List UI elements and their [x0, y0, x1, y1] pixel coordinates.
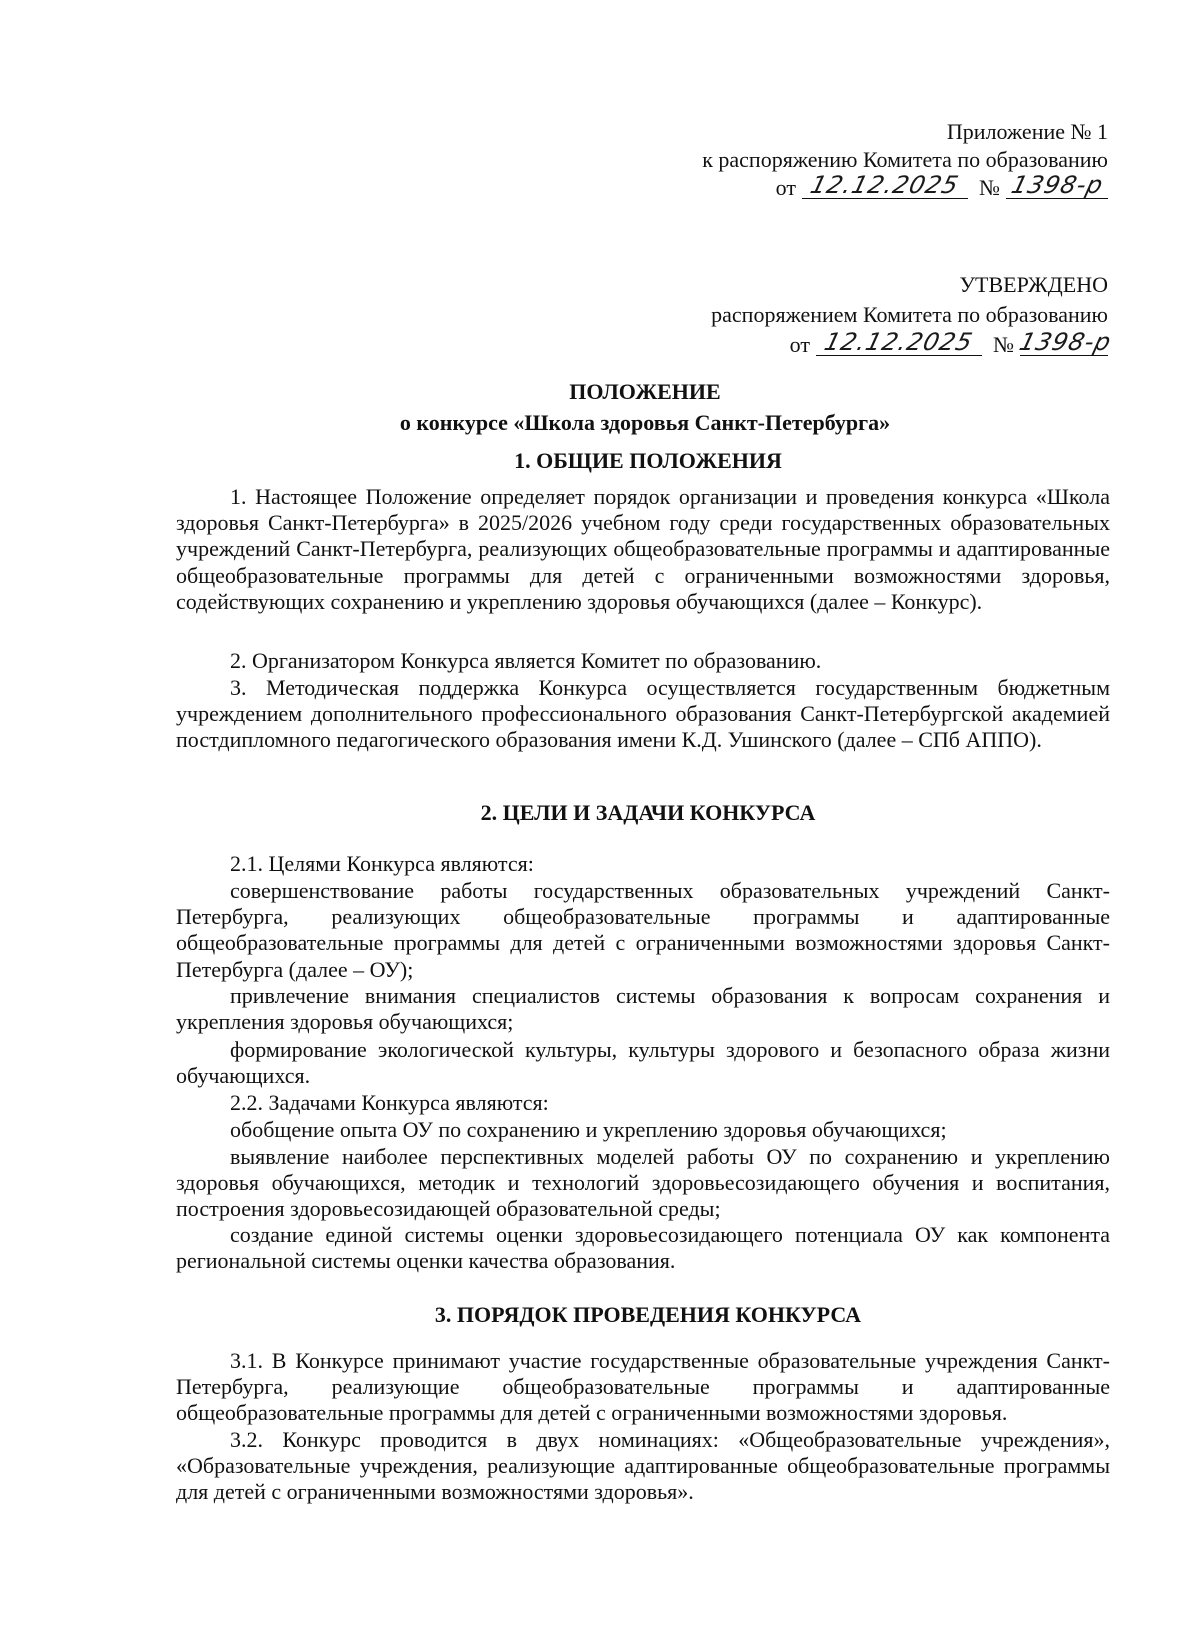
section-3-paragraph-2: 3.2. Конкурс проводится в двух номинациях: «Общеобразовательные учреждения», «Образовательные учреждения, реализующие адаптированные общеобразовательные программы для детей с ограниченными возможностями здоровья».	[176, 1427, 1110, 1505]
section-1-paragraph-2: 2. Организатором Конкурса является Комитет по образованию.	[230, 648, 822, 673]
number-label: №	[979, 175, 1000, 200]
approval-block	[711, 270, 1115, 360]
section-2-heading: 2. ЦЕЛИ И ЗАДАЧИ КОНКУРСА	[480, 800, 816, 825]
handwritten-date: 12.12.2025	[802, 172, 968, 199]
section-2-paragraph-7: выявление наиболее перспективных моделей работы ОУ по сохранению и укреплению здоровья обучающихся, методик и технологий здоровьесозидающего обучения и воспитания, построения здоровьесозидающей образовательной среды;	[176, 1144, 1110, 1222]
section-2-paragraph-4: формирование экологической культуры, культуры здорового и безопасного образа жизни обучающихся.	[176, 1037, 1110, 1089]
section-2-paragraph-6: обобщение опыта ОУ по сохранению и укреплению здоровья обучающихся;	[230, 1117, 947, 1142]
section-3-heading: 3. ПОРЯДОК ПРОВЕДЕНИЯ КОНКУРСА	[434, 1302, 862, 1327]
appendix-date-line	[702, 171, 1108, 202]
section-3-paragraph-1: 3.1. В Конкурсе принимают участие государственные образовательные учреждения Санкт-Петербурга, реализующие общеобразовательные программы и адаптированные общеобразовательные программы для детей с ограниченными возможностями здоровья.	[176, 1348, 1110, 1426]
approved-by-order: распоряжением Комитета по образованию	[711, 302, 1108, 327]
section-2-paragraph-2: совершенствование работы государственных образовательных учреждений Санкт-Петербурга, реализующих общеобразовательные программы и адаптированные общеобразовательные программы для детей с ограниченными возможностями здоровья Санкт-Петербурга (далее – ОУ);	[176, 878, 1110, 982]
appendix-order-ref: к распоряжению Комитета по образованию	[702, 147, 1108, 172]
section-2-paragraph-1: 2.1. Целями Конкурса являются:	[230, 851, 534, 876]
section-2-paragraph-8: создание единой системы оценки здоровьесозидающего потенциала ОУ как компонента региональной системы оценки качества образования.	[176, 1222, 1110, 1274]
section-2-paragraph-3: привлечение внимания специалистов системы образования к вопросам сохранения и укрепления здоровья обучающихся;	[176, 983, 1110, 1035]
section-1-heading: 1. ОБЩИЕ ПОЛОЖЕНИЯ	[514, 448, 782, 473]
document-subtitle: о конкурсе «Школа здоровья Санкт-Петербурга»	[399, 410, 891, 435]
document-title: ПОЛОЖЕНИЕ	[569, 379, 721, 404]
appendix-number: Приложение № 1	[946, 119, 1108, 144]
handwritten-number: 1398-р	[1016, 328, 1115, 356]
from-label: от	[789, 332, 810, 357]
section-2-paragraph-5: 2.2. Задачами Конкурса являются:	[230, 1090, 549, 1115]
section-1-paragraph-1: 1. Настоящее Положение определяет порядок организации и проведения конкурса «Школа здоровья Санкт-Петербурга» в 2025/2026 учебном году среди государственных образовательных учреждений Санкт-Петербурга, реализующих общеобразовательные программы и адаптированные общеобразовательные программы для детей с ограниченными возможностями здоровья, содействующих сохранению и укреплению здоровья обучающихся (далее – Конкурс).	[176, 484, 1110, 614]
number-label: №	[993, 332, 1014, 357]
from-label: от	[775, 175, 796, 200]
approved-date-line	[711, 328, 1115, 360]
handwritten-date: 12.12.2025	[816, 329, 982, 356]
approved-heading: УТВЕРЖДЕНО	[959, 272, 1108, 297]
appendix-header	[702, 118, 1108, 202]
section-1-paragraph-3: 3. Методическая поддержка Конкурса осуществляется государственным бюджетным учреждением дополнительного профессионального образования Санкт-Петербургской академией постдипломного педагогического образования имени К.Д. Ушинского (далее – СПб АППО).	[176, 675, 1110, 753]
handwritten-number: 1398-р	[1006, 172, 1108, 199]
